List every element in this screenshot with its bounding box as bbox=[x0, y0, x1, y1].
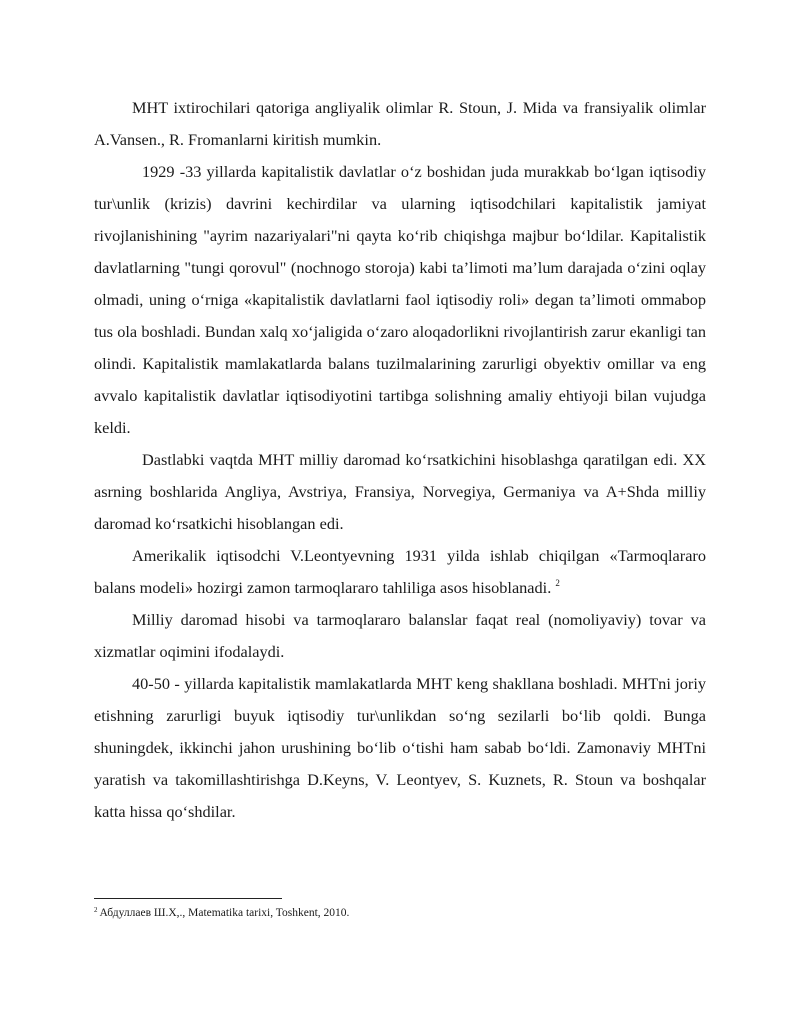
paragraph-real-flows: Milliy daromad hisobi va tarmoqlararo balanslar faqat real (nomoliyaviy) tovar va xizmatlar oqimini ifodalaydi. bbox=[94, 610, 706, 661]
footnote-text: Абдуллаев Ш.Х,., Matematika tarixi, Toshkent, 2010. bbox=[99, 907, 350, 919]
footnote-reference: 2 bbox=[555, 578, 560, 588]
paragraph-mht-inventors: MHT ixtirochilari qatoriga angliyalik olimlar R. Stoun, J. Mida va fransiyalik olimlar A.Vansen., R. Fromanlarni kiritish mumkin. bbox=[94, 98, 706, 149]
paragraph-1929-crisis: 1929 -33 yillarda kapitalistik davlatlar o‘z boshidan juda murakkab bo‘lgan iqtisodiy tur\unlik (krizis) davrini kechirdilar va ularning iqtisodchilari kapitalistik jamiyat rivojlanishining "ayrim nazariyalari"ni qayta ko‘rib chiqishga majbur bo‘ldilar. Kapitalistik davlatlarning "tungi qorovul" (nochnogo storoja) kabi ta’limoti ma’lum darajada o‘zini oqlay olmadi, uning o‘rniga «kapitalistik davlatlarni faol iqtisodiy roli» degan ta’limoti ommabop tus ola boshladi. Bundan xalq xo‘jaligida o‘zaro aloqadorlikni rivojlantirish zarur ekanligi tan olindi. Kapitalistik mamlakatlarda balans tuzilmalarining zarurligi obyektiv omillar va eng avvalo kapitalistik davlatlar iqtisodiyotini tartibga solishning amaliy ehtiyoji bilan vujudga keldi. bbox=[94, 162, 706, 437]
paragraph-leontief-text: Amerikalik iqtisodchi V.Leontyevning 1931 yilda ishlab chiqilgan «Tarmoqlararo balans modeli» hozirgi zamon tarmoqlararo tahliliga asos hisoblanadi. bbox=[94, 546, 706, 597]
paragraph-national-income: Dastlabki vaqtda MHT milliy daromad ko‘rsatkichini hisoblashga qaratilgan edi. XX asrning boshlarida Angliya, Avstriya, Fransiya, Norvegiya, Germaniya va A+Shda milliy daromad ko‘rsatkichi hisoblangan edi. bbox=[94, 450, 706, 533]
footnote-separator bbox=[94, 898, 282, 899]
paragraph-40-50-years: 40-50 - yillarda kapitalistik mamlakatlarda MHT keng shakllana boshladi. MHTni joriy etishning zarurligi buyuk iqtisodiy tur\unlikdan so‘ng sezilarli bo‘lib qoldi. Bunga shuningdek, ikkinchi jahon urushining bo‘lib o‘tishi ham sabab bo‘ldi. Zamonaviy MHTni yaratish va takomillashtirishga D.Keyns, V. Leontyev, S. Kuznets, R. Stoun va boshqalar katta hissa qo‘shdilar. bbox=[94, 674, 706, 821]
document-body bbox=[94, 92, 706, 828]
footnote bbox=[94, 905, 706, 921]
footnote-marker: 2 bbox=[94, 906, 98, 914]
paragraph-leontief-model bbox=[94, 540, 706, 604]
